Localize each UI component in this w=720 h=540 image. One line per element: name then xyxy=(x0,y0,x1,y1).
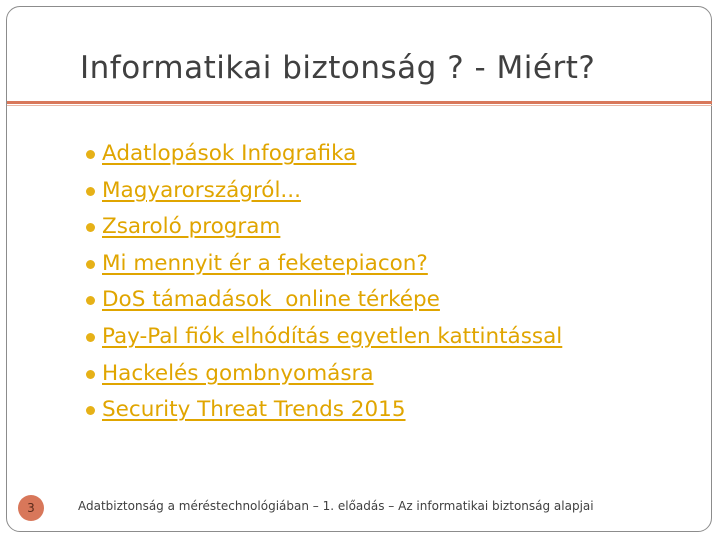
title-divider xyxy=(7,101,712,104)
slide-footer: Adatbiztonság a méréstechnológiában – 1. előadás – Az informatikai biztonság alapjai xyxy=(78,499,594,513)
bullet-list xyxy=(86,139,562,432)
slide-title: Informatikai biztonság ? - Miért? xyxy=(80,50,596,86)
link-zsarolo-program[interactable]: Zsaroló program xyxy=(102,214,281,240)
list-item xyxy=(86,249,562,286)
link-adatlopasok-infografika[interactable]: Adatlopások Infografika xyxy=(102,141,357,166)
link-dos-terkep[interactable]: DoS támadások online térképe xyxy=(102,287,440,313)
link-feketepiac[interactable]: Mi mennyit ér a feketepiacon? xyxy=(102,250,428,276)
link-security-threat-trends[interactable]: Security Threat Trends 2015 xyxy=(102,397,406,423)
bullet-dot-icon xyxy=(86,296,95,305)
bullet-dot-icon xyxy=(86,333,95,342)
bullet-dot-icon xyxy=(86,223,95,232)
link-hackeles[interactable]: Hackelés gombnyomásra xyxy=(102,360,374,386)
bullet-dot-icon xyxy=(86,260,95,269)
title-divider-thin xyxy=(7,105,712,106)
list-item xyxy=(86,139,562,176)
list-item xyxy=(86,322,562,359)
bullet-dot-icon xyxy=(86,187,95,196)
list-item xyxy=(86,176,562,213)
bullet-dot-icon xyxy=(86,150,95,159)
bullet-dot-icon xyxy=(86,406,95,415)
slide-number: 3 xyxy=(27,501,35,515)
list-item xyxy=(86,212,562,249)
link-magyarorszagrol[interactable]: Magyarországról... xyxy=(102,177,301,203)
list-item xyxy=(86,359,562,396)
slide-number-badge xyxy=(18,495,44,521)
list-item xyxy=(86,285,562,322)
link-paypal-fiok[interactable]: Pay-Pal fiók elhódítás egyetlen kattintással xyxy=(102,323,563,349)
list-item xyxy=(86,395,562,432)
bullet-dot-icon xyxy=(86,370,95,379)
